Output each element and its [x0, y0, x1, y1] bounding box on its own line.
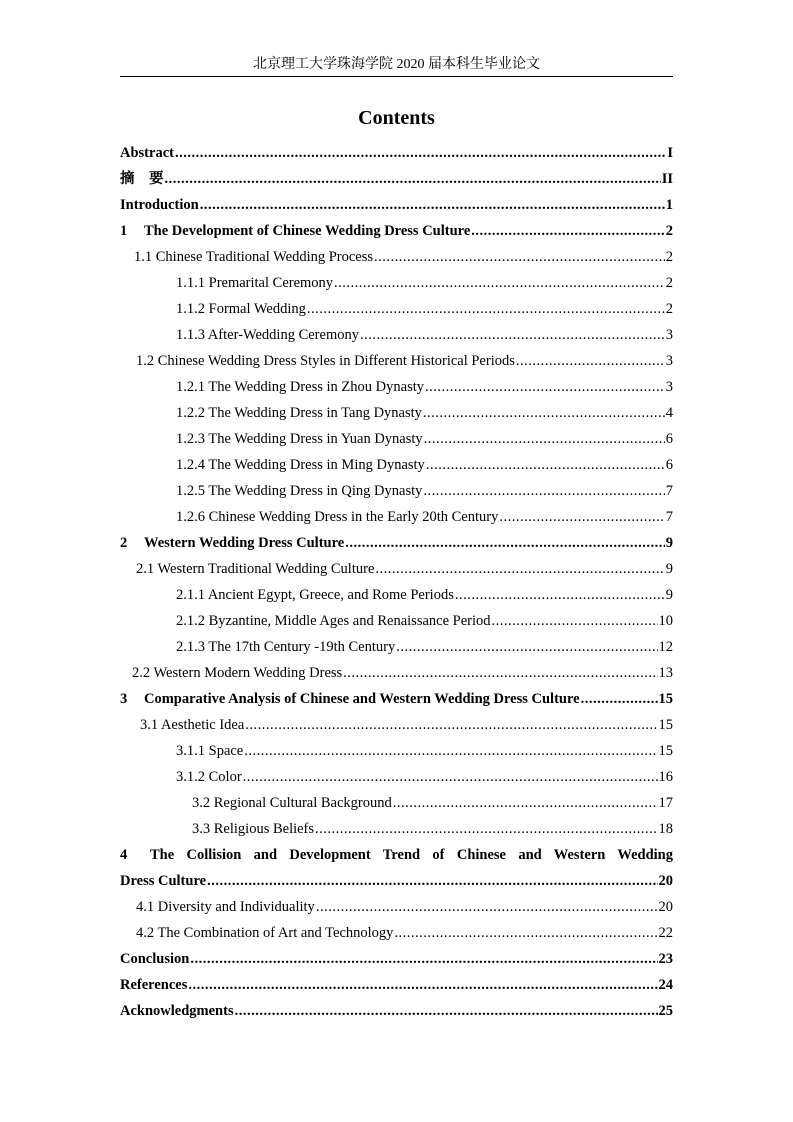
- toc-entry[interactable]: [192, 817, 673, 839]
- toc-entry[interactable]: [120, 947, 673, 969]
- toc-entry-page: 3: [665, 353, 673, 369]
- toc-entry[interactable]: [176, 323, 673, 345]
- toc-entry[interactable]: [176, 635, 673, 657]
- leader-dots: [360, 325, 665, 345]
- leader-dots: [423, 403, 665, 423]
- toc-entry-label: Dress Culture: [120, 873, 207, 889]
- toc-entry[interactable]: [120, 141, 673, 163]
- toc-entry-label: 1.2.2 The Wedding Dress in Tang Dynasty: [176, 405, 422, 421]
- toc-entry[interactable]: [120, 167, 673, 189]
- toc-entry-label: 1.2 Chinese Wedding Dress Styles in Different Historical Periods: [136, 353, 515, 369]
- leader-dots: [424, 429, 665, 449]
- toc-entry[interactable]: [176, 609, 673, 631]
- leader-dots: [393, 793, 658, 813]
- toc-entry-page: 2: [665, 249, 673, 265]
- leader-dots: [245, 715, 657, 735]
- leader-dots: [516, 351, 665, 371]
- toc-entry-label: The Collision and Development Trend of Chinese and Western Wedding: [150, 847, 673, 863]
- toc-entry-label: 3.3 Religious Beliefs: [192, 821, 315, 837]
- toc-entry-page: 20: [658, 873, 673, 889]
- chapter-number: 4: [120, 847, 128, 863]
- toc-entry-label: 1.2.4 The Wedding Dress in Ming Dynasty: [176, 457, 425, 473]
- leader-dots: [375, 559, 664, 579]
- toc-entry[interactable]: [120, 869, 673, 891]
- toc-entry-label: 1.2.1 The Wedding Dress in Zhou Dynasty: [176, 379, 424, 395]
- toc-entry-page: 17: [658, 795, 673, 811]
- toc-entry-label: 3.1.2 Color: [176, 769, 242, 785]
- toc-entry-label: The Development of Chinese Wedding Dress Culture: [144, 223, 471, 239]
- toc-entry-label: 1.1 Chinese Traditional Wedding Process: [134, 249, 374, 265]
- leader-dots: [423, 481, 664, 501]
- leader-dots: [243, 767, 658, 787]
- toc-entry-page: 2: [665, 223, 673, 239]
- toc-entry-page: 24: [658, 977, 673, 993]
- toc-entry-label: 1.2.6 Chinese Wedding Dress in the Early 20th Century: [176, 509, 499, 525]
- toc-entry-page: 3: [665, 379, 673, 395]
- leader-dots: [244, 741, 657, 761]
- toc-entry-label: 4.2 The Combination of Art and Technology: [136, 925, 394, 941]
- toc-entry[interactable]: [134, 245, 673, 267]
- leader-dots: [499, 507, 664, 527]
- toc-entry-label: Introduction: [120, 197, 199, 213]
- toc-entry-label: Abstract: [120, 145, 174, 161]
- chapter-number: 3: [120, 691, 128, 707]
- toc-entry[interactable]: [176, 271, 673, 293]
- leader-dots: [426, 455, 665, 475]
- toc-entry[interactable]: [176, 453, 673, 475]
- toc-entry-page: 2: [665, 275, 673, 291]
- leader-dots: [581, 689, 658, 709]
- toc-entry[interactable]: [176, 739, 673, 761]
- toc-entry-page: 22: [658, 925, 673, 941]
- toc-entry-page: 2: [665, 301, 673, 317]
- toc-entry[interactable]: [192, 791, 673, 813]
- toc-entry-label: Conclusion: [120, 951, 190, 967]
- leader-dots: [188, 975, 657, 995]
- leader-dots: [492, 611, 658, 631]
- toc-entry-label: 2.1 Western Traditional Wedding Culture: [136, 561, 375, 577]
- toc-entry[interactable]: [176, 375, 673, 397]
- toc-entry-label: Comparative Analysis of Chinese and Western Wedding Dress Culture: [144, 691, 580, 707]
- toc-entry-page: 1: [665, 197, 673, 213]
- toc-entry-label: 1.2.5 The Wedding Dress in Qing Dynasty: [176, 483, 423, 499]
- leader-dots: [200, 195, 665, 215]
- toc-entry-page: 16: [658, 769, 673, 785]
- toc-entry[interactable]: [120, 999, 673, 1021]
- toc-entry[interactable]: [136, 895, 673, 917]
- toc-entry-page: 7: [665, 509, 673, 525]
- leader-dots: [396, 637, 657, 657]
- toc-entry[interactable]: [176, 583, 673, 605]
- leader-dots: [190, 949, 657, 969]
- toc-entry-label: 2.2 Western Modern Wedding Dress: [132, 665, 343, 681]
- toc-entry-page: 12: [658, 639, 673, 655]
- toc-entry-page: 4: [665, 405, 673, 421]
- toc-entry-label: 摘 要: [120, 171, 164, 187]
- toc-entry[interactable]: [176, 505, 673, 527]
- toc-entry-page: 7: [665, 483, 673, 499]
- toc-entry-page: 15: [658, 717, 673, 733]
- toc-entry-label: Western Wedding Dress Culture: [144, 535, 345, 551]
- toc-entry[interactable]: [120, 973, 673, 995]
- leader-dots: [394, 923, 657, 943]
- toc-entry-label: 3.1 Aesthetic Idea: [140, 717, 245, 733]
- toc-entry[interactable]: [176, 765, 673, 787]
- toc-entry-label: 3.2 Regional Cultural Background: [192, 795, 392, 811]
- leader-dots: [165, 169, 661, 189]
- toc-entry-page: 13: [658, 665, 673, 681]
- toc-entry-page: 18: [658, 821, 673, 837]
- toc-entry-label: 3.1.1 Space: [176, 743, 244, 759]
- toc-entry-label: 2.1.1 Ancient Egypt, Greece, and Rome Periods: [176, 587, 454, 603]
- toc-entry-page: 6: [665, 457, 673, 473]
- leader-dots: [207, 871, 657, 891]
- chapter-number: 1: [120, 223, 128, 239]
- toc-entry[interactable]: [140, 713, 673, 735]
- leader-dots: [425, 377, 665, 397]
- toc-entry[interactable]: [120, 531, 673, 553]
- leader-dots: [316, 897, 658, 917]
- toc-entry-label: 2.1.3 The 17th Century -19th Century: [176, 639, 396, 655]
- toc-entry-page: 6: [665, 431, 673, 447]
- chapter-number: 2: [120, 535, 128, 551]
- leader-dots: [345, 533, 665, 553]
- toc-entry-page: 9: [665, 587, 673, 603]
- running-header: 北京理工大学珠海学院 2020 届本科生毕业论文: [253, 57, 540, 72]
- toc-entry-page: 20: [658, 899, 673, 915]
- toc-entry-label: 1.2.3 The Wedding Dress in Yuan Dynasty: [176, 431, 423, 447]
- toc-entry[interactable]: [120, 193, 673, 215]
- leader-dots: [315, 819, 657, 839]
- toc-entry-page: 3: [665, 327, 673, 343]
- toc-entry-page: 25: [658, 1003, 673, 1019]
- toc-entry-label: References: [120, 977, 188, 993]
- toc-entry-page: 15: [658, 691, 673, 707]
- leader-dots: [455, 585, 665, 605]
- toc-entry-wrapped-line[interactable]: [120, 845, 673, 865]
- toc-entry-page: 15: [658, 743, 673, 759]
- toc-entry[interactable]: [132, 661, 673, 683]
- toc-entry-page: I: [667, 145, 673, 161]
- toc-entry-label: 1.1.1 Premarital Ceremony: [176, 275, 334, 291]
- toc-entry-page: 23: [658, 951, 673, 967]
- toc-entry[interactable]: [176, 427, 673, 449]
- toc-entry[interactable]: [136, 349, 673, 371]
- leader-dots: [175, 143, 666, 163]
- toc-entry[interactable]: [120, 219, 673, 241]
- toc-entry[interactable]: [176, 401, 673, 423]
- toc-entry[interactable]: [136, 921, 673, 943]
- toc-entry[interactable]: [176, 479, 673, 501]
- toc-entry[interactable]: [120, 687, 673, 709]
- toc-entry-page: II: [661, 171, 673, 187]
- leader-dots: [343, 663, 657, 683]
- toc-entry-label: 1.1.2 Formal Wedding: [176, 301, 306, 317]
- leader-dots: [307, 299, 665, 319]
- toc-entry-label: 2.1.2 Byzantine, Middle Ages and Renaissance Period: [176, 613, 491, 629]
- toc-entry-page: 10: [658, 613, 673, 629]
- toc-entry[interactable]: [176, 297, 673, 319]
- toc-entry-label: 1.1.3 After-Wedding Ceremony: [176, 327, 359, 343]
- leader-dots: [471, 221, 664, 241]
- toc-entry-page: 9: [665, 561, 673, 577]
- toc-entry[interactable]: [136, 557, 673, 579]
- toc-entry-label: Acknowledgments: [120, 1003, 234, 1019]
- toc-entry-label: 4.1 Diversity and Individuality: [136, 899, 315, 915]
- leader-dots: [374, 247, 665, 267]
- page-title: Contents: [358, 107, 435, 129]
- toc-entry-page: 9: [665, 535, 673, 551]
- leader-dots: [334, 273, 665, 293]
- leader-dots: [235, 1001, 658, 1021]
